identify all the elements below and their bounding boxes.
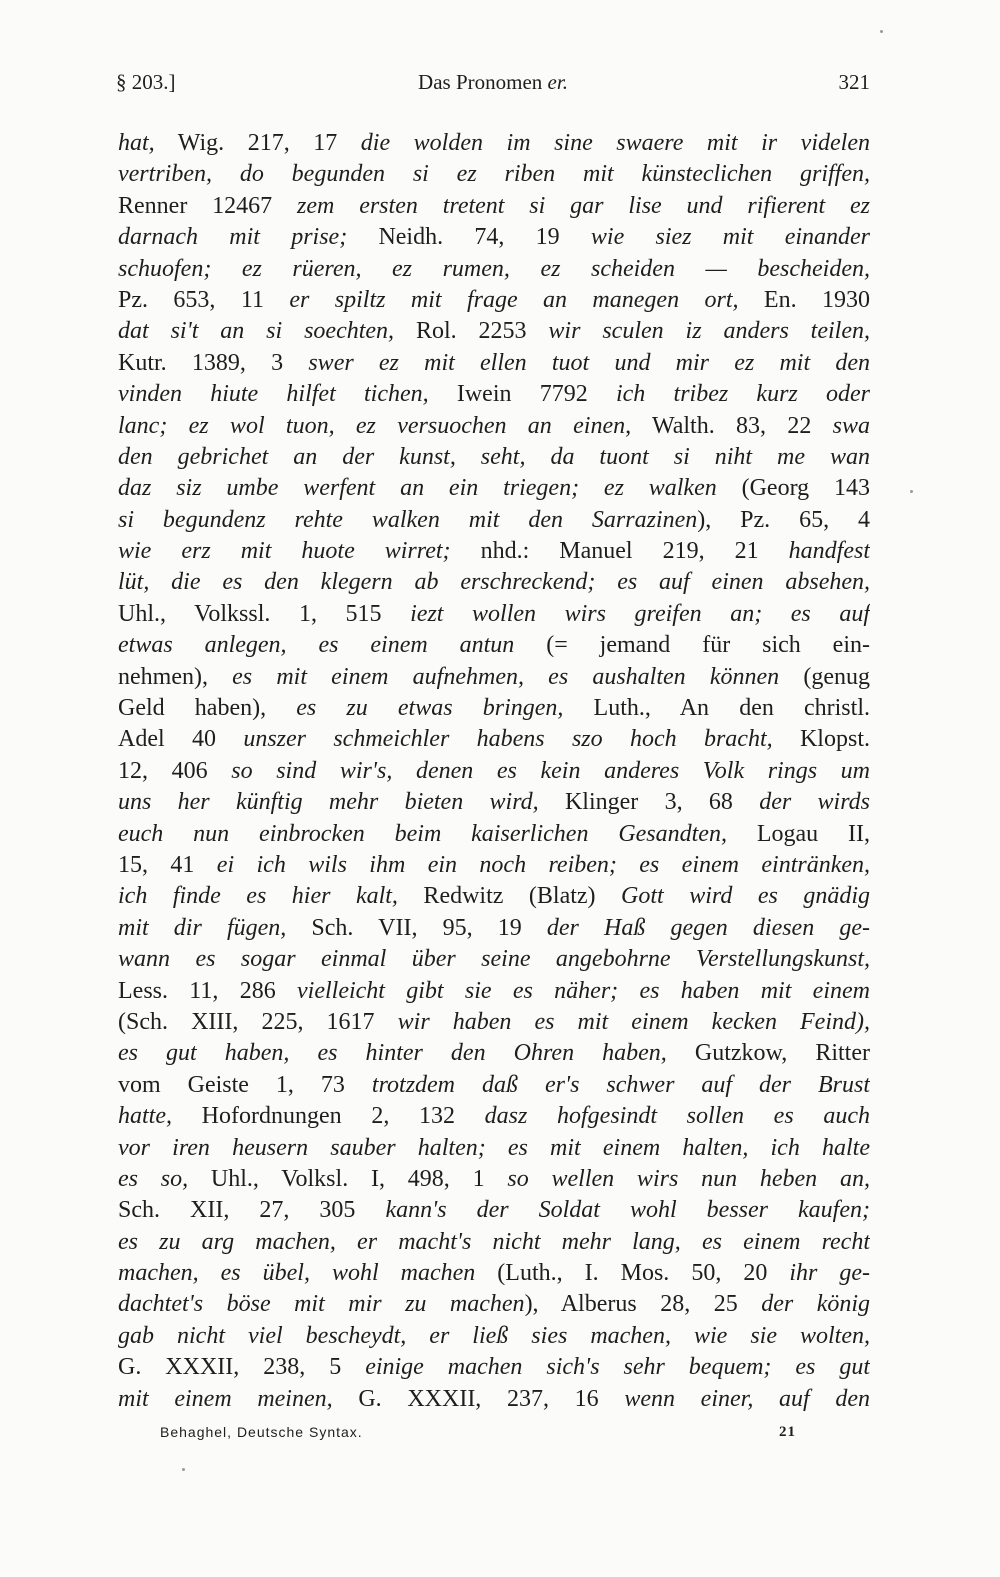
italic-segment: es zu etwas bringen, — [296, 695, 564, 722]
body-text — [118, 128, 870, 1433]
text-line — [118, 881, 870, 912]
italic-segment: ei ich wils ihm ein noch reiben; es einem eintränken, — [216, 851, 870, 878]
text-line — [118, 348, 870, 379]
italic-segment: zem ersten tretent si gar lise und rifierent ez — [297, 192, 870, 219]
text-line — [118, 913, 870, 944]
italic-segment: den gebrichet an der kunst, seht, da tuont si niht me wan — [118, 443, 870, 470]
title-prefix: Das Pronomen — [418, 70, 548, 94]
italic-segment: hat, — [118, 130, 155, 156]
italic-segment: die wolden im sine swaere mit ir videlen — [360, 130, 870, 156]
italic-segment: iezt wollen wirs greifen an; es auf — [410, 600, 870, 627]
text-line — [118, 662, 870, 693]
text-line — [118, 787, 870, 818]
roman-segment: Uhl., Volksl. I, 498, 1 — [188, 1165, 508, 1192]
roman-segment: Adel 40 — [118, 726, 244, 753]
text-line — [118, 599, 870, 630]
text-line — [118, 1164, 870, 1195]
paper-speck — [910, 490, 913, 493]
text-line — [118, 1384, 870, 1415]
roman-segment: Sch. XII, 27, 305 — [118, 1197, 386, 1224]
roman-segment: (Luth., I. Mos. 50, 20 — [475, 1260, 790, 1287]
roman-segment: nehmen), — [118, 663, 233, 690]
italic-segment: so sind wir's, denen es kein anderes Volk rings um — [231, 757, 870, 784]
roman-segment: Hofordnungen 2, 132 — [172, 1103, 485, 1130]
italic-segment: ihr ge- — [789, 1260, 870, 1287]
text-line — [118, 693, 870, 724]
roman-segment: Less. 11, 286 — [118, 977, 298, 1004]
italic-segment: der Haß gegen diesen ge- — [546, 914, 870, 941]
italic-segment: euch nun einbrocken beim kaiserlichen Gesandten, — [118, 820, 727, 847]
italic-segment: lanc; ez wol tuon, ez versuochen an einen, — [118, 412, 632, 439]
text-line — [118, 285, 870, 316]
italic-segment: machen, es übel, wohl machen — [118, 1260, 476, 1287]
italic-segment: hatte, — [118, 1103, 172, 1130]
roman-segment: (= jemand für sich ein- — [514, 632, 870, 659]
italic-segment: dasz hofgesindt sollen es auch — [484, 1103, 870, 1130]
roman-segment: 12, 406 — [118, 757, 232, 784]
roman-segment: Iwein 7792 — [428, 381, 616, 408]
text-line — [118, 976, 870, 1007]
roman-segment: Uhl., Volkssl. 1, 515 — [118, 600, 411, 627]
italic-segment: es mit einem aufnehmen, es aushalten können — [232, 663, 780, 690]
roman-segment: ), Pz. 65, 4 — [697, 506, 870, 533]
roman-segment: Walth. 83, 22 — [631, 412, 833, 439]
roman-segment: G. XXXII, 237, 16 — [332, 1385, 625, 1412]
italic-segment: uns her künftig mehr bieten wird, — [118, 789, 539, 816]
roman-segment: Renner 12467 — [118, 192, 298, 219]
text-line — [118, 567, 870, 598]
roman-segment: ), Alberus 28, 25 — [524, 1291, 762, 1318]
italic-segment: swer ez mit ellen tuot und mir ez mit den — [308, 349, 870, 376]
text-line — [118, 1007, 870, 1038]
italic-segment: wann es sogar einmal über seine angebohrne Verstellungskunst, — [118, 946, 870, 973]
text-line — [118, 505, 870, 536]
italic-segment: lüt, die es den klegern ab erschreckend; es auf einen absehen, — [118, 569, 870, 596]
italic-segment: wir haben es mit einem kecken Feind), — [397, 1008, 870, 1035]
roman-segment: Redwitz (Blatz) — [397, 883, 622, 910]
italic-segment: schuofen; ez rüeren, ez rumen, ez scheiden — bescheiden, — [118, 255, 870, 282]
text-line — [118, 1038, 870, 1069]
text-line — [118, 1070, 870, 1101]
text-line — [118, 724, 870, 755]
text-line — [118, 1195, 870, 1226]
italic-segment: gab nicht viel bescheydt, er ließ sies machen, wie sie wolten, — [118, 1322, 870, 1349]
italic-segment: dachtet's böse mit mir zu machen — [118, 1291, 525, 1318]
italic-segment: wie siez mit einander — [590, 224, 870, 251]
italic-segment: vinden hiute hilfet tichen, — [118, 381, 429, 408]
italic-segment: mit einem meinen, — [118, 1385, 333, 1412]
page-footer — [160, 1424, 796, 1448]
text-line — [118, 536, 870, 567]
italic-segment: es gut haben, es hinter den Ohren haben, — [118, 1040, 667, 1067]
section-reference: § 203.] — [116, 70, 176, 94]
italic-segment: einige machen sich's sehr bequem; es gut — [365, 1354, 870, 1381]
italic-segment: unszer schmeichler habens szo hoch bracht, — [243, 726, 773, 753]
text-line — [118, 1321, 870, 1352]
roman-segment: Neidh. 74, 19 — [347, 224, 591, 251]
italic-segment: mit dir fügen, — [118, 914, 287, 941]
roman-segment: Gutzkow, Ritter — [666, 1040, 870, 1067]
title-italic: er. — [547, 70, 568, 94]
italic-segment: wir sculen iz anders teilen, — [548, 318, 870, 345]
text-line — [118, 316, 870, 347]
roman-segment: Rol. 2253 — [394, 318, 549, 345]
text-line — [118, 128, 870, 159]
roman-segment: Pz. 653, 11 — [118, 286, 290, 313]
italic-segment: er spiltz mit frage an manegen ort, — [289, 286, 739, 313]
text-line — [118, 850, 870, 881]
roman-segment: Geld haben), — [118, 695, 297, 722]
italic-segment: es so, — [118, 1165, 189, 1192]
roman-segment: vom Geiste 1, 73 — [118, 1071, 372, 1098]
text-line — [118, 1352, 870, 1383]
roman-segment: (Georg 143 — [716, 475, 870, 502]
italic-segment: es zu arg machen, er macht's nicht mehr lang, es einem recht — [118, 1228, 870, 1255]
roman-segment: (genug — [779, 663, 870, 690]
roman-segment: Logau II, — [726, 820, 870, 847]
italic-segment: vielleicht gibt sie es näher; es haben mit einem — [297, 977, 870, 1004]
italic-segment: handfest — [788, 538, 870, 565]
text-line — [118, 1133, 870, 1164]
roman-segment: 15, 41 — [118, 851, 217, 878]
italic-segment: Gott wird es gnädig — [621, 883, 870, 910]
italic-segment: si begundenz rehte walken mit den Sarrazinen — [118, 506, 698, 533]
roman-segment: nhd.: Manuel 219, 21 — [450, 538, 789, 565]
text-line — [118, 1289, 870, 1320]
italic-segment: ich finde es hier kalt, — [118, 883, 398, 910]
roman-segment: Sch. VII, 95, 19 — [286, 914, 547, 941]
roman-segment: Kutr. 1389, 3 — [118, 349, 309, 376]
italic-segment: der wirds — [759, 789, 870, 816]
roman-segment: Wig. 217, 17 — [154, 130, 361, 156]
page-number: 321 — [838, 70, 870, 94]
italic-segment: trotzdem daß er's schwer auf der Brust — [371, 1071, 870, 1098]
text-line — [118, 222, 870, 253]
text-line — [118, 1227, 870, 1258]
text-line — [118, 756, 870, 787]
roman-segment: Luth., An den christl. — [563, 695, 870, 722]
italic-segment: vertriben, do begunden si ez riben mit künsteclichen griffen, — [118, 161, 870, 188]
text-line — [118, 191, 870, 222]
footer-author: Behaghel, Deutsche Syntax. — [160, 1424, 363, 1440]
italic-segment: swa — [832, 412, 870, 439]
roman-segment: G. XXXII, 238, 5 — [118, 1354, 366, 1381]
italic-segment: so wellen wirs nun heben an, — [507, 1165, 870, 1192]
text-line — [118, 1101, 870, 1132]
italic-segment: ich tribez kurz oder — [615, 381, 870, 408]
text-line — [118, 379, 870, 410]
roman-segment: Klopst. — [772, 726, 870, 753]
italic-segment: darnach mit prise; — [118, 224, 348, 251]
italic-segment: der könig — [761, 1291, 870, 1318]
italic-segment: wenn einer, auf den — [624, 1385, 870, 1412]
text-line — [118, 473, 870, 504]
roman-segment: En. 1930 — [738, 286, 870, 313]
paper-speck — [880, 30, 883, 33]
italic-segment: daz siz umbe werfent an ein triegen; ez walken — [118, 475, 717, 502]
text-line — [118, 442, 870, 473]
text-line — [118, 254, 870, 285]
roman-segment: Klinger 3, 68 — [538, 789, 760, 816]
roman-segment: (Sch. XIII, 225, 1617 — [118, 1008, 398, 1035]
text-line — [118, 1258, 870, 1289]
paper-speck — [182, 1468, 185, 1471]
running-header — [116, 70, 870, 110]
italic-segment: dat si't an si soechten, — [118, 318, 395, 345]
italic-segment: etwas anlegen, es einem antun — [118, 632, 515, 659]
italic-segment: vor iren heusern sauber halten; es mit einem halten, ich halte — [118, 1134, 870, 1161]
text-line — [118, 159, 870, 190]
text-line — [118, 630, 870, 661]
text-line — [118, 411, 870, 442]
text-line — [118, 819, 870, 850]
italic-segment: wie erz mit huote wirret; — [118, 538, 451, 565]
page-title — [116, 70, 870, 95]
italic-segment: kann's der Soldat wohl besser kaufen; — [385, 1197, 870, 1224]
signature-mark: 21 — [779, 1424, 796, 1440]
text-line — [118, 944, 870, 975]
